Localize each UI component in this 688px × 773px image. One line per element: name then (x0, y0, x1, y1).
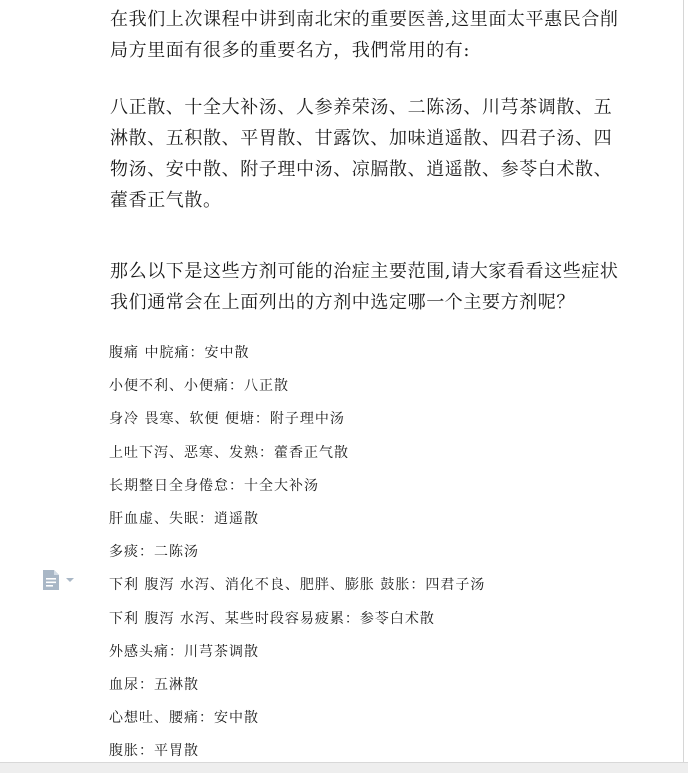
list-item: 上吐下泻、恶寒、发熟：藿香正气散 (109, 444, 349, 461)
list-item: 外感头痛：川芎茶调散 (109, 643, 259, 660)
intro-paragraph: 在我们上次课程中讲到南北宋的重要医善,这里面太平惠民合削局方里面有很多的重要名方，我們常用的有: (110, 9, 619, 61)
list-item: 小便不利、小便痛：八正散 (109, 378, 289, 395)
list-item: 肝血虚、失眠：逍遥散 (109, 510, 259, 527)
list-item: 心想吐、腰痛：安中散 (109, 710, 259, 727)
symptom-list (109, 337, 629, 768)
list-item: 腹胀：平胃散 (109, 743, 199, 760)
question-paragraph: 那么以下是这些方剂可能的治症主要范围,请大家看看这些症状我们通常会在上面列出的方剂中选定哪一个主要方剂呢？ (110, 261, 619, 313)
list-item: 腹痛 中脘痛：安中散 (109, 345, 250, 361)
list-item: 多痰：二陈汤 (109, 544, 199, 561)
list-item: 身冷 畏寒、软便 便塘：附子理中汤 (109, 411, 345, 428)
list-item: 下利 腹泻 水泻、某些时段容易疲累：参苓白术散 (109, 610, 435, 627)
page-edge (683, 0, 684, 772)
list-item: 长期整日全身倦怠：十全大补汤 (109, 477, 319, 494)
bottom-scroll-area (0, 762, 688, 773)
paragraph-options-icon (41, 569, 61, 591)
formula-list-paragraph: 八正散、十全大补汤、人参养荣汤、二陈汤、川芎茶调散、五淋散、五积散、平胃散、甘露饮、加味逍遥散、四君子汤、四物汤、安中散、附子理中汤、凉膈散、逍遥散、参苓白术散、藿香正气散。 (110, 97, 613, 211)
list-item: 血尿：五淋散 (109, 676, 199, 693)
paragraph-options-button[interactable] (41, 569, 85, 591)
list-item: 下利 腹泻 水泻、消化不良、肥胖、膨胀 鼓胀：四君子汤 (109, 577, 486, 594)
chevron-down-icon (65, 576, 75, 584)
